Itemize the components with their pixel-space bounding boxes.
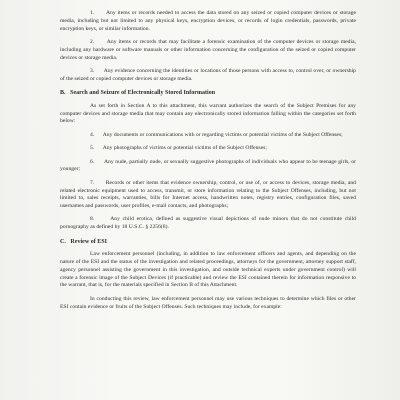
item-4-paragraph: 4. Any documents or communications with or regarding victims or potential victims of the Subject Offenses; bbox=[90, 131, 343, 138]
document-body bbox=[60, 10, 356, 317]
item-2-paragraph: 2. Any items or records that may facilitate a forensic examination of the computer devices or storage media, including any hardware or software manuals or other information concerning the configuration of the seized or copied computer devices or storage media. bbox=[60, 38, 356, 61]
item-7-paragraph: 7. Records or other items that evidence ownership, control, or use of, or access to devices, storage media, and related electronic equipment used to access, transmit, or store information relating to the Subject Offenses, including, but not limited to, sales receipts, warranties, bills for Internet access, handwritten notes, registry entries, configuration files, saved usernames and passwords, user profiles, e-mail contacts, and photographs; bbox=[60, 179, 356, 210]
item-6-paragraph: 6. Any nude, partially nude, or sexually suggestive photographs of individuals who appear to be teenage girls, or younger; bbox=[60, 158, 356, 173]
section-c-paragraph-2: In conducting this review, law enforcement personnel may use various techniques to determine which files or other ESI contain evidence or fruits of the Subject Offenses. Such techniques may include, for example: bbox=[60, 295, 356, 310]
item-5-paragraph: 5. Any photographs of victims or potential victims of the Subject Offenses; bbox=[90, 145, 267, 152]
item-3-paragraph: 3. Any evidence concerning the identities or locations of those persons with access to, control over, or ownership of the seized or copied computer devices or storage media. bbox=[60, 67, 356, 82]
section-b-heading: B. Search and Seizure of Electronically Stored Information bbox=[60, 90, 216, 97]
item-8-paragraph: 8. Any child erotica, defined as suggestive visual depictions of nude minors that do not constitute child pornography as defined by 18 U.S.C. § 2256(8). bbox=[60, 216, 356, 231]
item-1-paragraph: 1. Any items or records needed to access the data stored on any seized or copied computer devices or storage media, including but not limited to any physical keys, encryption devices, or records of login credentials, passwords, private encryption keys, or similar information. bbox=[60, 10, 356, 32]
section-b-intro: As set forth in Section A to this attachment, this warrant authorizes the search of the Subject Premises for any computer devices and storage media that may contain any electronically stored information falling within the categories set forth below: bbox=[60, 102, 356, 125]
section-c-heading: C. Review of ESI bbox=[60, 238, 108, 245]
section-c-paragraph-1: Law enforcement personnel (including, in addition to law enforcement officers and agents, and depending on the nature of the ESI and the status of the investigation and related proceedings, attorneys for the government, attorney support staff, agency personnel assisting the government in this investigation, and outside technical experts under government control) will create a forensic image of the Subject Devices (if practicable) and review the ESI contained therein for information responsive to the warrant, that is, for the materials specified in Section B of this Attachment. bbox=[60, 251, 356, 289]
